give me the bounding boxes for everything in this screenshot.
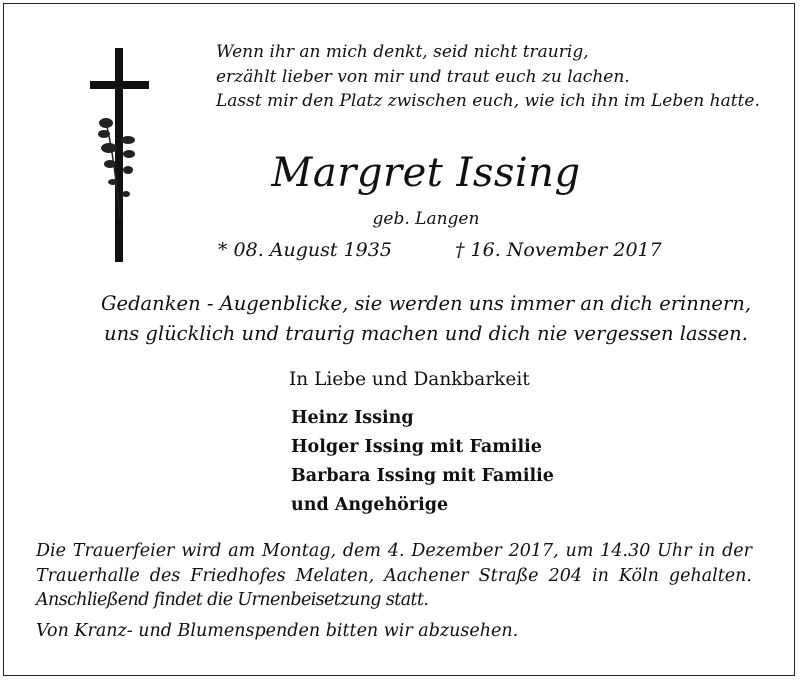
thoughts-line: Gedanken - Augenblicke, sie werden uns immer an dich erinnern, <box>100 292 752 315</box>
ceremony-line: Trauerhalle des Friedhofes Melaten, Aachener Straße 204 in Köln gehalten. <box>36 565 752 586</box>
closing-phrase: In Liebe und Dankbarkeit <box>289 369 530 390</box>
signer: Heinz Issing <box>291 408 414 428</box>
flowers-note: Von Kranz- und Blumenspenden bitten wir abzusehen. <box>36 621 519 641</box>
ceremony-line: Die Trauerfeier wird am Montag, dem 4. Dezember 2017, um 14.30 Uhr in der <box>36 541 752 561</box>
poem <box>216 40 760 114</box>
signer: und Angehörige <box>291 495 449 515</box>
thoughts-line: uns glücklich und traurig machen und dich nie vergessen lassen. <box>104 322 748 345</box>
poem-line: Lasst mir den Platz zwischen euch, wie ich ihn im Leben hatte. <box>216 91 760 111</box>
death-date: † 16. November 2017 <box>455 239 662 261</box>
signer: Barbara Issing mit Familie <box>291 466 554 486</box>
signer: Holger Issing mit Familie <box>291 437 542 457</box>
ceremony-line: Anschließend findet die Urnenbeisetzung statt. <box>36 590 429 610</box>
poem-line: Wenn ihr an mich denkt, seid nicht traurig, <box>216 42 589 62</box>
poem-line: erzählt lieber von mir und traut euch zu lachen. <box>216 66 630 87</box>
ceremony-details <box>36 539 752 613</box>
signers-list <box>291 404 554 520</box>
birth-date: * 08. August 1935 <box>218 239 392 261</box>
birth-name: geb. Langen <box>372 209 480 229</box>
thoughts-text <box>0 289 800 349</box>
deceased-name: Margret Issing <box>271 150 581 196</box>
